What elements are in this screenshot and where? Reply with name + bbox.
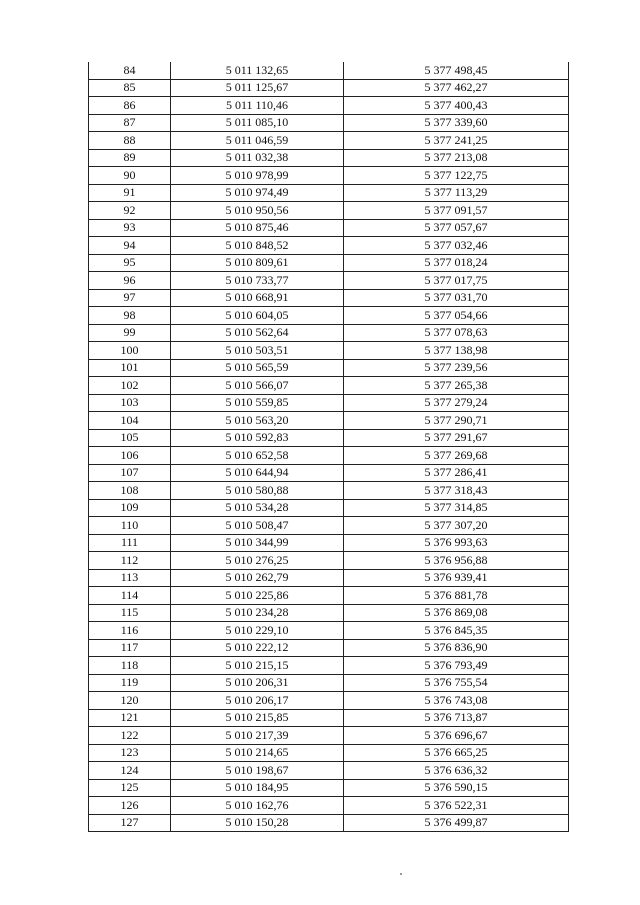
- y-coordinate-cell: 5 377 307,20: [344, 517, 569, 535]
- point-number-cell: 99: [89, 324, 171, 342]
- y-coordinate-cell: 5 377 078,63: [344, 324, 569, 342]
- x-coordinate-cell: 5 010 234,28: [171, 604, 344, 622]
- point-number-cell: 113: [89, 569, 171, 587]
- y-coordinate-cell: 5 377 400,43: [344, 97, 569, 115]
- table-row: [89, 184, 569, 202]
- y-coordinate-cell: 5 376 713,87: [344, 709, 569, 727]
- x-coordinate-cell: 5 010 559,85: [171, 394, 344, 412]
- point-number-cell: 84: [89, 62, 171, 79]
- coordinates-table-body: [89, 62, 569, 832]
- point-number-cell: 105: [89, 429, 171, 447]
- table-row: [89, 62, 569, 79]
- table-row: [89, 447, 569, 465]
- y-coordinate-cell: 5 377 314,85: [344, 499, 569, 517]
- x-coordinate-cell: 5 010 565,59: [171, 359, 344, 377]
- y-coordinate-cell: 5 377 017,75: [344, 272, 569, 290]
- y-coordinate-cell: 5 376 845,35: [344, 622, 569, 640]
- table-row: [89, 499, 569, 517]
- y-coordinate-cell: 5 377 498,45: [344, 62, 569, 79]
- x-coordinate-cell: 5 010 217,39: [171, 727, 344, 745]
- point-number-cell: 115: [89, 604, 171, 622]
- table-row: [89, 709, 569, 727]
- x-coordinate-cell: 5 011 032,38: [171, 149, 344, 167]
- page-mark: [400, 873, 402, 875]
- point-number-cell: 126: [89, 797, 171, 815]
- x-coordinate-cell: 5 010 809,61: [171, 254, 344, 272]
- table-row: [89, 254, 569, 272]
- point-number-cell: 90: [89, 167, 171, 185]
- table-row: [89, 552, 569, 570]
- point-number-cell: 107: [89, 464, 171, 482]
- y-coordinate-cell: 5 377 290,71: [344, 412, 569, 430]
- table-row: [89, 307, 569, 325]
- x-coordinate-cell: 5 010 974,49: [171, 184, 344, 202]
- table-row: [89, 744, 569, 762]
- table-row: [89, 272, 569, 290]
- point-number-cell: 108: [89, 482, 171, 500]
- y-coordinate-cell: 5 377 138,98: [344, 342, 569, 360]
- x-coordinate-cell: 5 010 562,64: [171, 324, 344, 342]
- y-coordinate-cell: 5 376 636,32: [344, 762, 569, 780]
- x-coordinate-cell: 5 011 125,67: [171, 79, 344, 97]
- table-row: [89, 797, 569, 815]
- point-number-cell: 124: [89, 762, 171, 780]
- point-number-cell: 110: [89, 517, 171, 535]
- point-number-cell: 86: [89, 97, 171, 115]
- x-coordinate-cell: 5 010 162,76: [171, 797, 344, 815]
- table-row: [89, 779, 569, 797]
- point-number-cell: 102: [89, 377, 171, 395]
- point-number-cell: 120: [89, 692, 171, 710]
- x-coordinate-cell: 5 010 848,52: [171, 237, 344, 255]
- table-row: [89, 149, 569, 167]
- x-coordinate-cell: 5 010 225,86: [171, 587, 344, 605]
- table-row: [89, 762, 569, 780]
- x-coordinate-cell: 5 010 563,20: [171, 412, 344, 430]
- table-row: [89, 237, 569, 255]
- point-number-cell: 114: [89, 587, 171, 605]
- x-coordinate-cell: 5 010 344,99: [171, 534, 344, 552]
- point-number-cell: 118: [89, 657, 171, 675]
- point-number-cell: 125: [89, 779, 171, 797]
- point-number-cell: 119: [89, 674, 171, 692]
- x-coordinate-cell: 5 010 652,58: [171, 447, 344, 465]
- y-coordinate-cell: 5 376 499,87: [344, 814, 569, 832]
- point-number-cell: 91: [89, 184, 171, 202]
- point-number-cell: 117: [89, 639, 171, 657]
- table-row: [89, 674, 569, 692]
- y-coordinate-cell: 5 376 881,78: [344, 587, 569, 605]
- point-number-cell: 111: [89, 534, 171, 552]
- point-number-cell: 85: [89, 79, 171, 97]
- y-coordinate-cell: 5 377 291,67: [344, 429, 569, 447]
- point-number-cell: 94: [89, 237, 171, 255]
- x-coordinate-cell: 5 010 644,94: [171, 464, 344, 482]
- table-row: [89, 534, 569, 552]
- x-coordinate-cell: 5 010 206,17: [171, 692, 344, 710]
- y-coordinate-cell: 5 377 122,75: [344, 167, 569, 185]
- table-row: [89, 517, 569, 535]
- x-coordinate-cell: 5 010 206,31: [171, 674, 344, 692]
- table-row: [89, 377, 569, 395]
- table-row: [89, 202, 569, 220]
- point-number-cell: 116: [89, 622, 171, 640]
- point-number-cell: 123: [89, 744, 171, 762]
- table-row: [89, 342, 569, 360]
- x-coordinate-cell: 5 011 085,10: [171, 114, 344, 132]
- y-coordinate-cell: 5 376 522,31: [344, 797, 569, 815]
- y-coordinate-cell: 5 377 018,24: [344, 254, 569, 272]
- y-coordinate-cell: 5 376 793,49: [344, 657, 569, 675]
- x-coordinate-cell: 5 010 198,67: [171, 762, 344, 780]
- x-coordinate-cell: 5 010 214,65: [171, 744, 344, 762]
- y-coordinate-cell: 5 376 665,25: [344, 744, 569, 762]
- y-coordinate-cell: 5 377 113,29: [344, 184, 569, 202]
- table-row: [89, 97, 569, 115]
- point-number-cell: 98: [89, 307, 171, 325]
- point-number-cell: 127: [89, 814, 171, 832]
- table-row: [89, 114, 569, 132]
- y-coordinate-cell: 5 377 318,43: [344, 482, 569, 500]
- table-row: [89, 727, 569, 745]
- point-number-cell: 89: [89, 149, 171, 167]
- y-coordinate-cell: 5 376 869,08: [344, 604, 569, 622]
- point-number-cell: 109: [89, 499, 171, 517]
- table-row: [89, 622, 569, 640]
- y-coordinate-cell: 5 376 939,41: [344, 569, 569, 587]
- y-coordinate-cell: 5 377 269,68: [344, 447, 569, 465]
- y-coordinate-cell: 5 376 743,08: [344, 692, 569, 710]
- table-row: [89, 359, 569, 377]
- point-number-cell: 112: [89, 552, 171, 570]
- point-number-cell: 92: [89, 202, 171, 220]
- table-row: [89, 814, 569, 832]
- table-row: [89, 167, 569, 185]
- x-coordinate-cell: 5 010 950,56: [171, 202, 344, 220]
- table-row: [89, 79, 569, 97]
- table-row: [89, 219, 569, 237]
- table-row: [89, 464, 569, 482]
- point-number-cell: 95: [89, 254, 171, 272]
- x-coordinate-cell: 5 010 534,28: [171, 499, 344, 517]
- y-coordinate-cell: 5 376 836,90: [344, 639, 569, 657]
- x-coordinate-cell: 5 010 592,83: [171, 429, 344, 447]
- x-coordinate-cell: 5 010 566,07: [171, 377, 344, 395]
- y-coordinate-cell: 5 376 696,67: [344, 727, 569, 745]
- y-coordinate-cell: 5 377 265,38: [344, 377, 569, 395]
- table-row: [89, 692, 569, 710]
- x-coordinate-cell: 5 011 046,59: [171, 132, 344, 150]
- x-coordinate-cell: 5 011 110,46: [171, 97, 344, 115]
- y-coordinate-cell: 5 377 239,56: [344, 359, 569, 377]
- y-coordinate-cell: 5 377 286,41: [344, 464, 569, 482]
- point-number-cell: 97: [89, 289, 171, 307]
- y-coordinate-cell: 5 377 057,67: [344, 219, 569, 237]
- x-coordinate-cell: 5 010 580,88: [171, 482, 344, 500]
- x-coordinate-cell: 5 010 604,05: [171, 307, 344, 325]
- table-row: [89, 429, 569, 447]
- y-coordinate-cell: 5 376 590,15: [344, 779, 569, 797]
- table-row: [89, 657, 569, 675]
- y-coordinate-cell: 5 377 213,08: [344, 149, 569, 167]
- x-coordinate-cell: 5 010 668,91: [171, 289, 344, 307]
- y-coordinate-cell: 5 377 032,46: [344, 237, 569, 255]
- point-number-cell: 121: [89, 709, 171, 727]
- x-coordinate-cell: 5 010 875,46: [171, 219, 344, 237]
- y-coordinate-cell: 5 377 031,70: [344, 289, 569, 307]
- x-coordinate-cell: 5 010 222,12: [171, 639, 344, 657]
- y-coordinate-cell: 5 376 956,88: [344, 552, 569, 570]
- point-number-cell: 88: [89, 132, 171, 150]
- y-coordinate-cell: 5 377 241,25: [344, 132, 569, 150]
- x-coordinate-cell: 5 010 229,10: [171, 622, 344, 640]
- table-row: [89, 412, 569, 430]
- point-number-cell: 101: [89, 359, 171, 377]
- table-row: [89, 289, 569, 307]
- table-row: [89, 394, 569, 412]
- x-coordinate-cell: 5 010 503,51: [171, 342, 344, 360]
- table-row: [89, 569, 569, 587]
- point-number-cell: 93: [89, 219, 171, 237]
- point-number-cell: 103: [89, 394, 171, 412]
- coordinates-table: [88, 62, 569, 832]
- x-coordinate-cell: 5 010 508,47: [171, 517, 344, 535]
- table-row: [89, 639, 569, 657]
- y-coordinate-cell: 5 377 054,66: [344, 307, 569, 325]
- x-coordinate-cell: 5 010 276,25: [171, 552, 344, 570]
- table-row: [89, 482, 569, 500]
- y-coordinate-cell: 5 377 462,27: [344, 79, 569, 97]
- table-row: [89, 587, 569, 605]
- point-number-cell: 104: [89, 412, 171, 430]
- x-coordinate-cell: 5 010 262,79: [171, 569, 344, 587]
- y-coordinate-cell: 5 377 279,24: [344, 394, 569, 412]
- x-coordinate-cell: 5 010 978,99: [171, 167, 344, 185]
- x-coordinate-cell: 5 010 215,85: [171, 709, 344, 727]
- point-number-cell: 106: [89, 447, 171, 465]
- table-row: [89, 132, 569, 150]
- y-coordinate-cell: 5 377 339,60: [344, 114, 569, 132]
- y-coordinate-cell: 5 376 755,54: [344, 674, 569, 692]
- point-number-cell: 100: [89, 342, 171, 360]
- x-coordinate-cell: 5 011 132,65: [171, 62, 344, 79]
- point-number-cell: 96: [89, 272, 171, 290]
- point-number-cell: 122: [89, 727, 171, 745]
- x-coordinate-cell: 5 010 150,28: [171, 814, 344, 832]
- point-number-cell: 87: [89, 114, 171, 132]
- table-row: [89, 324, 569, 342]
- x-coordinate-cell: 5 010 733,77: [171, 272, 344, 290]
- y-coordinate-cell: 5 377 091,57: [344, 202, 569, 220]
- table-row: [89, 604, 569, 622]
- y-coordinate-cell: 5 376 993,63: [344, 534, 569, 552]
- x-coordinate-cell: 5 010 184,95: [171, 779, 344, 797]
- x-coordinate-cell: 5 010 215,15: [171, 657, 344, 675]
